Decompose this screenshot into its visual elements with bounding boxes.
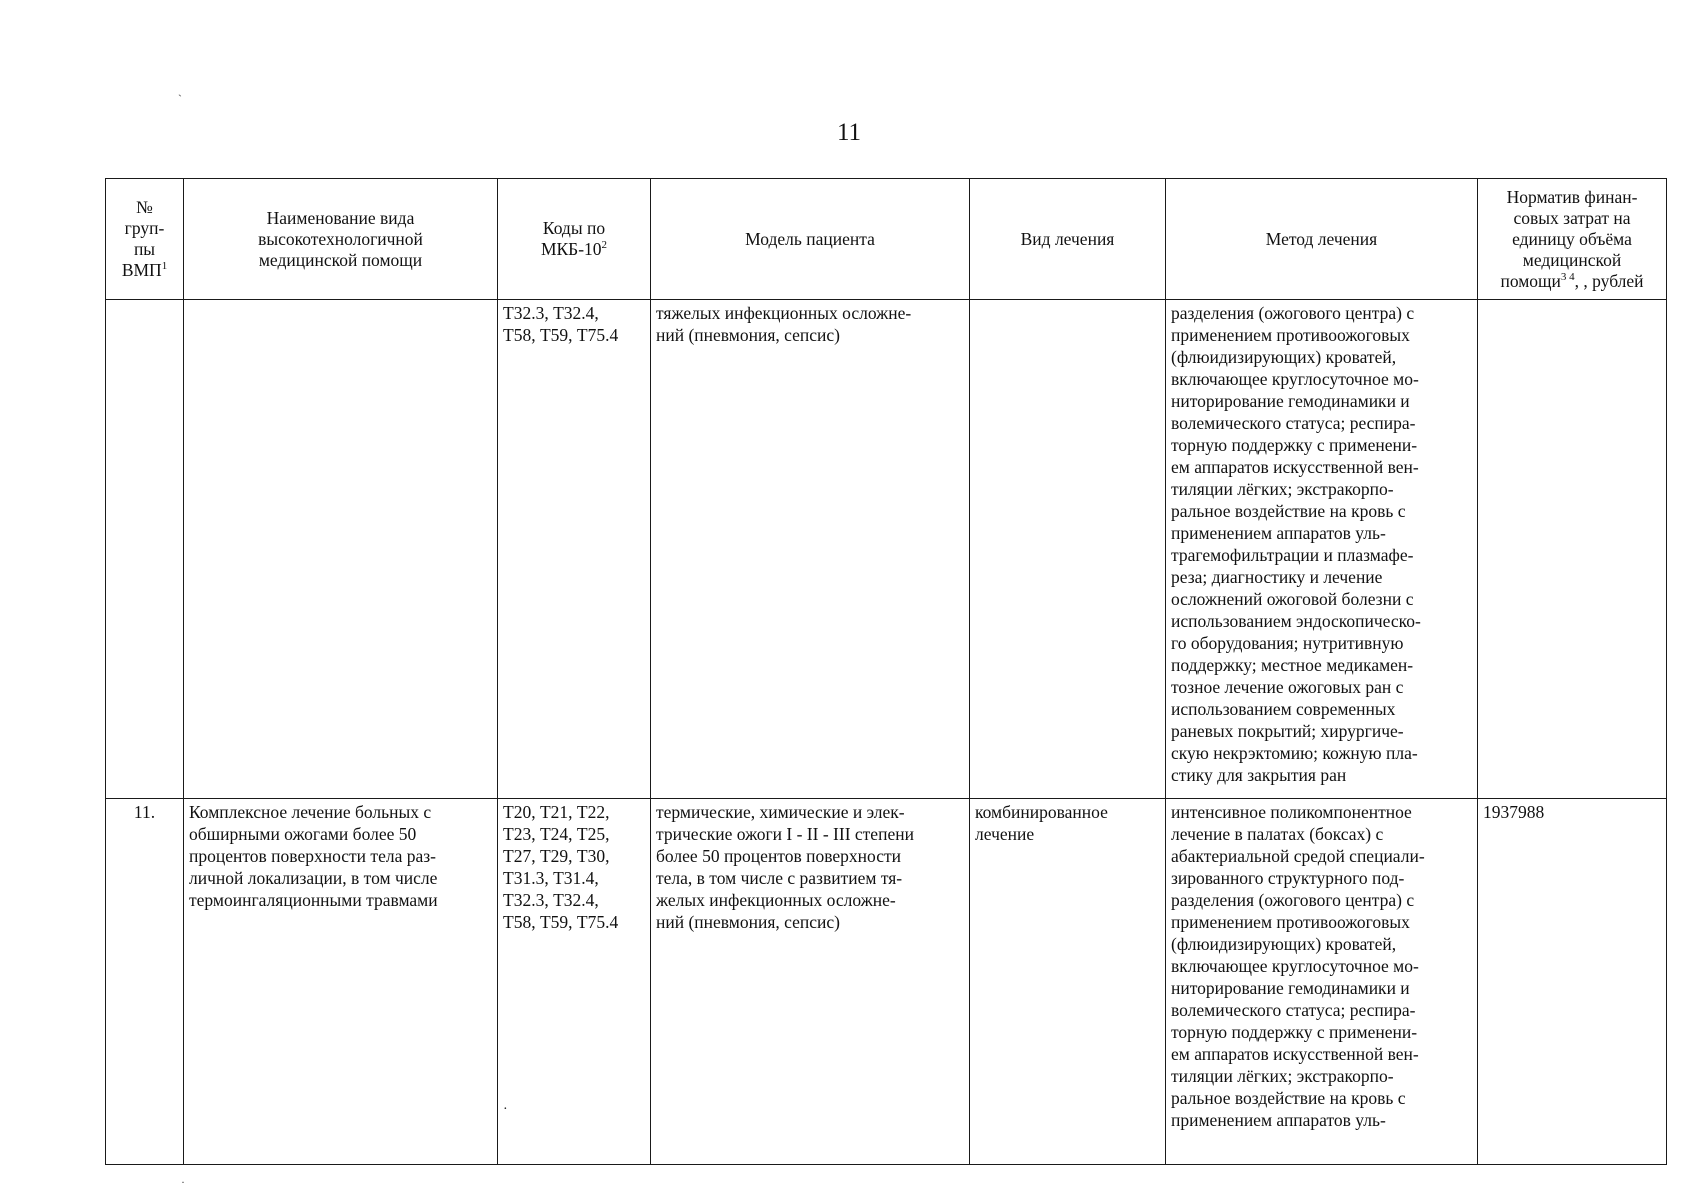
cell-cost-standard xyxy=(1478,300,1667,799)
cell-treatment-method: разделения (ожогового центра) с применением противоожоговых (флюидизирующих) кроватей, включающее круглосуточное мо- ниторирование гемодинамики и волемического статуса; респира- торную поддержку с применени- ем аппаратов искусственной вен- тиляции лёгких; экстракорпо- ральное воздействие на кровь с применением аппаратов уль- трагемофильтрации и плазмафе- реза; диагностику и лечение осложнений ожоговой болезни с использованием эндоскопическо- го оборудования; нутритивную поддержку; местное медикамен- тозное лечение ожоговых ран с использованием современных раневых покрытий; хирургиче- скую некрэктомию; кожную пла- стику для закрытия ран xyxy=(1166,300,1478,799)
cell-patient-model: термические, химические и элек- трические ожоги I - II - III степени более 50 процентов поверхности тела, в том числе с развитием тя- желых инфекционных осложне- ний (пневмония, сепсис) xyxy=(651,799,970,1165)
footnote-mark: 2 xyxy=(601,239,608,252)
header-care-type-name: Наименование вида высокотехнологичной медицинской помощи xyxy=(184,179,498,300)
cell-patient-model: тяжелых инфекционных осложне- ний (пневмония, сепсис) xyxy=(651,300,970,799)
header-icd-codes-text: Коды по МКБ-$10^2$ xyxy=(540,218,608,259)
header-patient-model: Модель пациента xyxy=(651,179,970,300)
header-group-number-text: № груп- пы ВМП$^1$ xyxy=(121,197,168,280)
cell-group-number xyxy=(106,300,184,799)
cell-treatment-type: комбинированное лечение xyxy=(970,799,1166,1165)
table-header-row xyxy=(106,179,1667,300)
header-group-number xyxy=(106,179,184,300)
scan-speck: · xyxy=(181,1175,185,1189)
cell-icd-codes: Т32.3, Т32.4, Т58, Т59, Т75.4 xyxy=(498,300,651,799)
page-number: 11 xyxy=(836,119,862,146)
header-icd-codes xyxy=(498,179,651,300)
scan-speck: · xyxy=(503,1102,508,1117)
table-row xyxy=(106,799,1667,1165)
footnote-mark: 1 xyxy=(161,260,168,273)
header-cost-standard-text: Норматив финан- совых затрат на единицу объёма медицинской помощи$^{3 4}$, , рублей xyxy=(1500,186,1644,291)
cell-treatment-type xyxy=(970,300,1166,799)
cell-care-type-name: Комплексное лечение больных с обширными ожогами более 50 процентов поверхности тела раз- личной локализации, в том числе термоингаляционными травмами xyxy=(184,799,498,1165)
header-treatment-method: Метод лечения xyxy=(1166,179,1478,300)
header-cost-standard xyxy=(1478,179,1667,300)
cell-icd-codes: Т20, Т21, Т22, Т23, Т24, Т25, Т27, Т29, Т30, Т31.3, Т31.4, Т32.3, Т32.4, Т58, Т59, Т75.4 · xyxy=(498,799,651,1165)
header-treatment-type: Вид лечения xyxy=(970,179,1166,300)
footnote-mark: 3 4 xyxy=(1560,270,1575,283)
table-row xyxy=(106,300,1667,799)
cell-group-number: 11. xyxy=(106,799,184,1165)
cell-care-type-name xyxy=(184,300,498,799)
cell-cost-standard: 1937988 xyxy=(1478,799,1667,1165)
scan-speck: ˏ xyxy=(178,83,182,97)
vmp-table xyxy=(105,178,1667,1165)
cell-treatment-method: интенсивное поликомпонентное лечение в палатах (боксах) с абактериальной средой специали- зированного структурного под- разделения (ожогового центра) с применением противоожоговых (флюидизирующих) кроватей, включающее круглосуточное мо- ниторирование гемодинамики и волемического статуса; респира- торную поддержку с применени- ем аппаратов искусственной вен- тиляции лёгких; экстракорпо- ральное воздействие на кровь с применением аппаратов уль- xyxy=(1166,799,1478,1165)
